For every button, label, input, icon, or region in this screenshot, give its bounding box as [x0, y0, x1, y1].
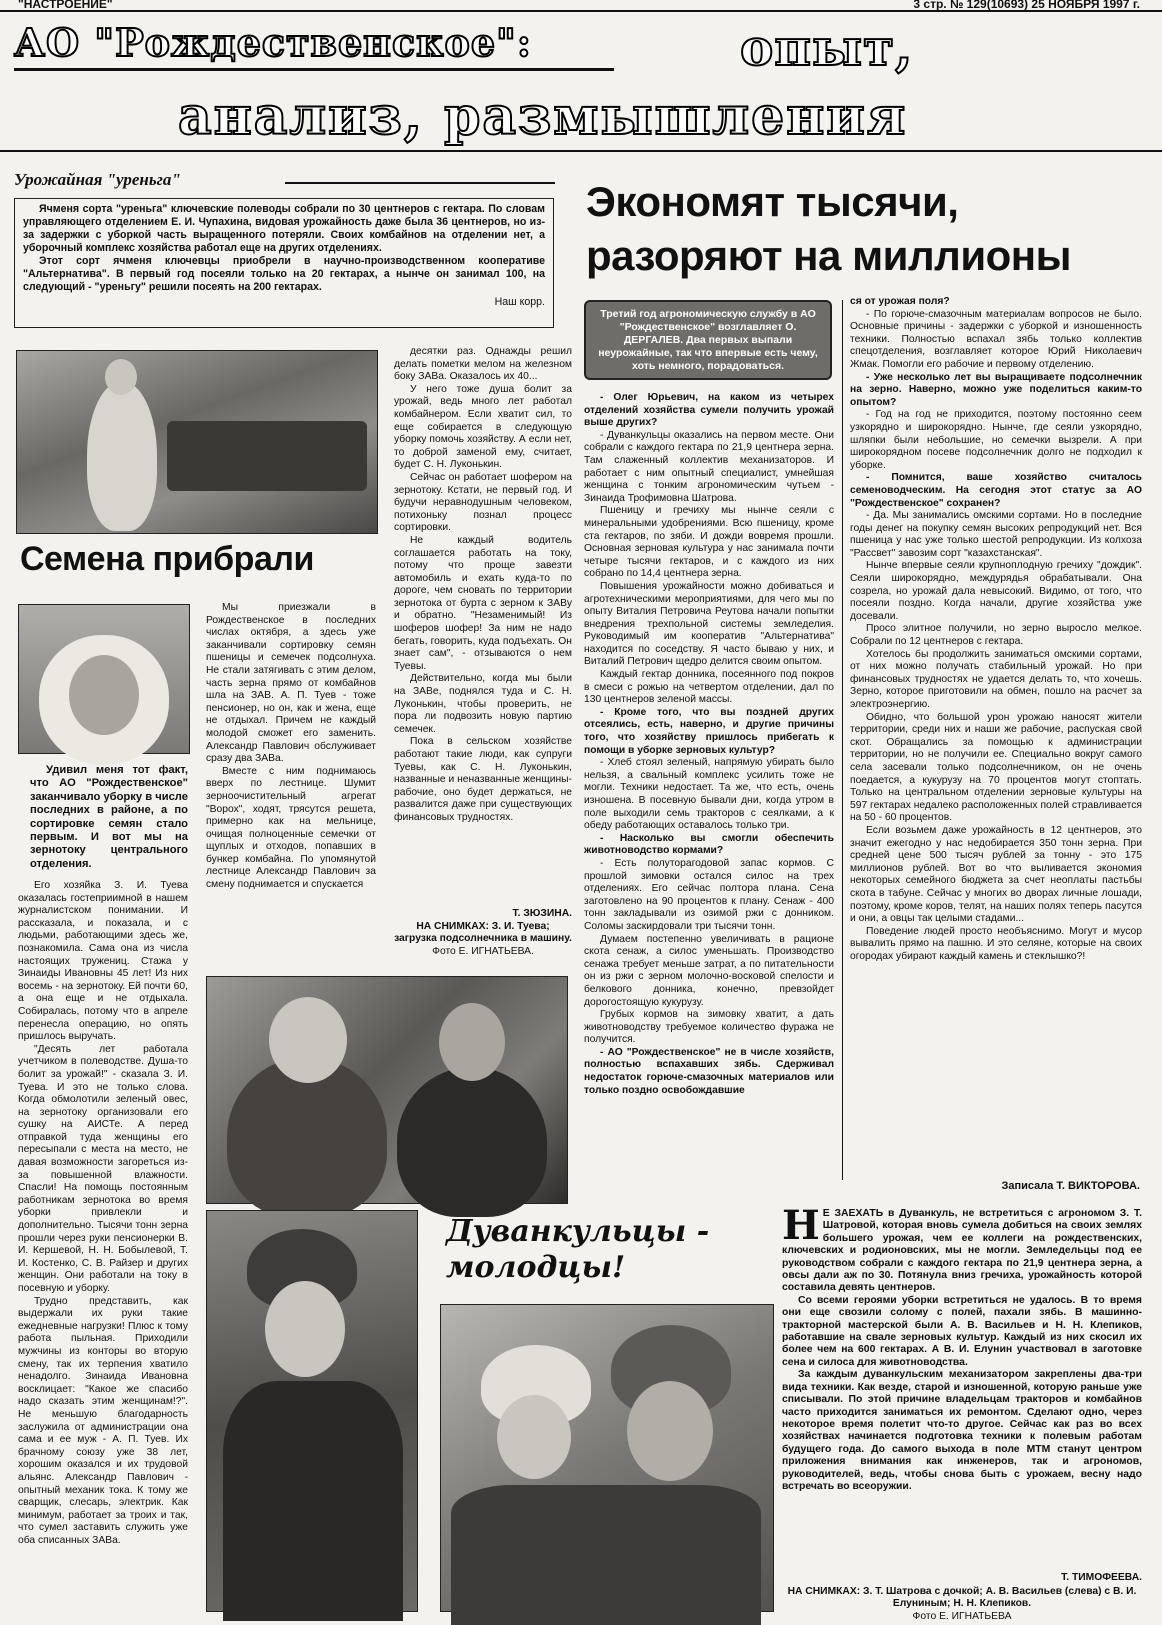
semena-column-a	[18, 880, 188, 1610]
interview-answer: - Год на год не приходится, поэтому постоянно сеем узкорядно и широкорядно. Нынче, где сеяли узкорядно, шляпки были небольшие, но семечки вызрели. А при широкорядном посеве подсолнечник долго не подходил к уборке.	[850, 409, 1142, 471]
photo-tueva	[18, 604, 190, 754]
uren-signature: Наш корр.	[494, 296, 545, 308]
uren-box	[14, 198, 554, 328]
duvan-paragraph: Со всеми героями уборки встретиться не удалось. В то время они еще свозили солому с полей, пахали зябь. В машинно-тракторной мастерской были А. В. Васильев и Н. Н. Клепиков, работавшие на свале зерновых культур. Каждый из них скосил их более чем на 600 гектарах. А В. И. Елунин участвовал в заготовке сена и силоса для животноводства.	[782, 1294, 1142, 1368]
duvan-title	[446, 1214, 709, 1286]
photo-face	[69, 655, 139, 735]
article-paragraph: "Десять лет работала учетчиком в полеводстве. Душа-то болит за урожай!" - сказала З. И. Туева. И это не только слова. Когда обмолотили зеленый овес, на зернотоку организовали его сушку на АИСТе. А перед отправкой туда женщины его пересыпали с места на место, не давая возможности загореться из-за повышенной влажности. Спасли! На помощь постоянным работникам зернотока во время уборки привлекли и дополнительно. Тысячи тонн зерна прошли через руки пенсионерки В. И. Кершевой, Н. Н. Бобылевой, Т. И. Костенко, С. В. Райзер и других женщин. Они работали на току в посевную и уборку.	[18, 1043, 188, 1294]
uren-paragraph: Ячменя сорта "уреньга" ключевские полеводы собрали по 30 центнеров с гектара. По словам управляющего отделением Е. И. Чупахина, видовая урожайность даже была 36 центнеров, но из-за задержки с уборкой часть выращенного потеряли. Своих комбайнов на отделении нет, а уборочный комплекс хозяйства работал еще на других отделениях.	[23, 203, 545, 254]
semena-title: Семена прибрали	[20, 540, 314, 578]
article-paragraph: У него тоже душа болит за урожай, ведь много лет работал комбайнером. Если хватит сил, то еще собирается в следующую уборку помочь хозяйству. А если нет, то доброй заменой ему, считает, будет С. Н. Луконькин.	[394, 383, 572, 471]
semena-column-b	[206, 602, 376, 962]
masthead-strip	[0, 0, 1162, 12]
section-name: "НАСТРОЕНИЕ"	[18, 0, 113, 11]
econ-column-1	[584, 392, 834, 1196]
econ-signature: Записала Т. ВИКТОРОВА.	[1001, 1180, 1140, 1192]
photo-klepikov	[206, 1210, 418, 1612]
interview-answer: Грубых кормов на зимовку хватит, а дать животноводству требуемое количество фуража не получится.	[584, 1009, 834, 1046]
interview-answer: - По горюче-смазочным материалам вопросов не было. Основные причины - задержки с уборкой и изношенность техники. Полностью вспахал зябь только коллектив спецотделения, возглавляет которое Юрий Николаевич Жмак. Помогли его рабочие и первому отделению.	[850, 308, 1142, 370]
semena-signature: Т. ЗЮЗИНА.	[512, 908, 572, 919]
photo-machine	[167, 421, 367, 491]
duvan-title-line1: Дуванкульцы -	[446, 1214, 710, 1249]
interview-answer: Хотелось бы продолжить заниматься омскими сортами, от них можно получать стабильный урожай. Но при финансовых трудностях не удается делать то, что хочешь. Зерно, которое приготовили на обмен, пошло на расчет за электроэнергию.	[850, 648, 1142, 710]
uren-paragraph: Этот сорт ячменя ключевцы приобрели в научно-производственном кооперативе "Альтернатива". В первый год посеяли только на 20 гектарах, а нынче он занимал 100, на следующий - "уреньгу" решили посеять на 200 гектарах.	[23, 255, 545, 293]
interview-answer: Просо элитное получили, но зерно выросло мелкое. Собрали по 12 центнеров с гектара.	[850, 623, 1142, 648]
headline-line1b: опыт,	[740, 18, 914, 77]
econ-title-2: разоряют на миллионы	[586, 232, 1072, 279]
photo-face	[627, 1381, 713, 1481]
uren-title-rule	[285, 182, 555, 184]
econ-column-2	[850, 296, 1142, 1174]
photo-mechanics	[206, 976, 568, 1204]
interview-question: - Кроме того, что вы поздней других отсеялись, есть, наверно, и другие причины того, что хозяйству пришлось прибегать к помощи в уборке зерновых культур?	[584, 706, 834, 756]
headline-bottom-rule	[0, 150, 1162, 152]
duvan-paragraph: За каждым дуванкульским механизатором закреплены два-три вида техники. Как везде, старой и изношенной, которую раньше уже списывали. По этой причине владельцам тракторов и комбайнов часто приходится заниматься их ремонтом. Сделают одно, через некоторое время полетит что-то другое. Сейчас как раз во всех хозяйствах начинается подготовка техники к полевым работам будущего года. До самого выхода в поле МТМ станут центром приложения внимания как инженеров, так и агрономов, руководителей, ведь, чтобы снова быть с урожаем, весну надо встречать во всеоружии.	[782, 1369, 1142, 1492]
article-paragraph: Трудно представить, как выдержали их руки такие ежедневные нагрузки! Плюс к тому работа пыльная. Приходили мужчины из конторы во вторую смену, так их терпения хватило ненадолго. Зинаида Ивановна восклицает: "Какое же спасибо надо сказать этим женщинам!?". Не меньшую благодарность заслужила от администрации она сама и ее муж - А. П. Туев. Их брачному союзу уже 38 лет, хорошим оказался и их трудовой альянс. Александр Павлович - опытный механик тока. К тому же сварщик, слесарь, электрик. Как минимум, работает за троих и так, что сумел заставить служить уже оба списанных ЗАВа.	[18, 1295, 188, 1546]
duvan-signature: Т. ТИМОФЕЕВА.	[1061, 1572, 1142, 1583]
duvan-dropcap: Н	[782, 1202, 820, 1249]
column-divider	[842, 300, 843, 1180]
interview-question: - Олег Юрьевич, на каком из четырех отделений хозяйства сумели получить урожай выше других?	[584, 392, 834, 429]
interview-question: - АО "Рождественское" не в числе хозяйств, полностью вспахавших зябь. Сдерживал недостаток горюче-смазочных материалов или только поздно освобождавшие	[584, 1046, 834, 1096]
article-paragraph: десятки раз. Однажды решил делать пометки мелом на железном боку ЗАВа. Оказалось их 40...	[394, 346, 572, 383]
article-paragraph: Пока в сельском хозяйстве работают такие люди, как супруги Туевы, как С. Н. Луконькин, названные и неназванные женщины-рабочие, оно будет держаться, не развалится даже при существующих финансовых трудностях.	[394, 736, 572, 823]
interview-answer: Пшеницу и гречиху мы нынче сеяли с минеральными удобрениями. Всю пшеницу, кроме ста гектаров, по зяби. И дожди вовремя прошли. Основная зерновая культура у нас занимала почти четыре тысячи гектаров, и с каждого из них собрано по 14,4 центнера зерна.	[584, 505, 834, 580]
interview-answer: Поведение людей просто необъяснимо. Могут и мусор вывалить прямо на пашню. И это селяне, которые на своих огородах убирают каждый камень и стеклышко?!	[850, 925, 1142, 962]
photo-face	[269, 997, 347, 1083]
duvan-paragraph: Е ЗАЕХАТЬ в Дуванкуль, не встретиться с агрономом З. Т. Шатровой, которая вновь сумела добиться на своих землях большего урожая, чем ее коллеги на рождественских, ключевских и родионовских, мы не могли. Земледельцы под ее руководством собрали с каждого гектара по 21,9 центнера зерна, а овсы дали аж по 30. Потянула вниз гречиха, урожайность которой составила девять центнеров.	[782, 1208, 1142, 1294]
interview-answer: Повышения урожайности можно добиваться и агротехническими мероприятиями, для чего мы по опыту Виталия Петровича Реутова начали попытки внедрения трехпольной системы земледелия. Руководимый им кооператив "Альтернатива" находится по соседству. Я часто бываю у них, и Виталий Петрович щедро делится своим опытом.	[584, 580, 834, 668]
headline-rule	[14, 68, 614, 71]
interview-answer: Каждый гектар донника, посеянного под покров в смеси с рожью на четвертом отделении, дал по 130 центнеров зеленой массы.	[584, 669, 834, 706]
interview-answer: - Дуванкульцы оказались на первом месте. Они собрали с каждого гектара по 21,9 центнера зерна. Там слаженный коллектив механизаторов. И работает с ним опытный специалист, умнейшая женщина с тонким агрономическим чутьем - Зинаида Трофимовна Шатрова.	[584, 429, 834, 504]
interview-answer: Если возьмем даже урожайность в 12 центнеров, это значит ежегодно у нас недобирается 350 тонн зерна. При средней цене 500 тысяч рублей за тонну - это 175 миллионов рублей. Вот во что выливается экономия некоторых семейного бюджета за счет неоплаты пастьбы скота в табуне. Сейчас у многих во дворах личные лошади, поэтому, кроме коров, телят, на наших полях теперь пасутся и они, а овцы так целыми стадами...	[850, 824, 1142, 925]
interview-question: - Насколько вы смогли обеспечить животноводство кормами?	[584, 832, 834, 857]
interview-question: ся от урожая поля?	[850, 296, 950, 307]
semena-intro-text: Удивил меня тот факт, что АО "Рождественское" заканчивало уборку в числе последних в районе, а по сортировке семян стало первым. И вот мы на зернотоку центрального отделения.	[30, 764, 188, 870]
photo-shatrova-daughter	[440, 1304, 774, 1612]
semena-photo-credit: Фото Е. ИГНАТЬЕВА.	[432, 945, 534, 957]
duvan-text	[782, 1202, 1142, 1570]
photo-face	[265, 1281, 345, 1377]
article-paragraph: Его хозяйка З. И. Туева оказалась гостеприимной в нашем журналистском понимании. И рассказала, и показала, и с людьми, работающими здесь же, познакомила. Сама она из числа настоящих тружениц. Стажа у Зинаиды Ивановны 45 лет! Из них восемь - на зернотоку. Ей почти 60, а она еще и не отдыхала. Собиралась, потому что в апреле перенесла операцию, но опять пришлось выручать.	[18, 880, 188, 1043]
article-paragraph: Действительно, когда мы были на ЗАВе, поднялся туда и С. Н. Луконькин, чтобы проверить, не пора ли подвозить новую партию семечек.	[394, 673, 572, 735]
semena-column-c	[394, 346, 572, 906]
photo-face	[105, 359, 137, 395]
interview-answer: Нынче впервые сеяли крупноплодную гречиху "дождик". Сеяли широкорядно, междурядья обрабатывали. Она созрела, но урожай дала невысокий. Видимо, от того, что посеяли поздно. Когда начали, другие хозяйства уже досевали.	[850, 560, 1142, 622]
interview-answer: Обидно, что большой урон урожаю наносят жители территории, среди них и наши же рабочие, распуская свой скот. Обращались за помощью к администрации территории, но не получили ее. Специально вокруг самого села засевали только подсолнечником, он не очень поедается, а кукурузу на 70 процентов могут стоптать. Только на центральном отделении зерновые культуры на 597 гектарах недалеко расположенных полей стравливается на 50 - 60 процентов.	[850, 711, 1142, 824]
photo-figure	[223, 1381, 403, 1621]
duvan-caption: НА СНИМКАХ: З. Т. Шатрова с дочкой; А. В. Васильев (слева) с В. И. Елуниным; Н. Н. Клепиков.	[787, 1585, 1137, 1610]
duvan-credits	[782, 1572, 1142, 1622]
issue-info: 3 стр. № 129(10693) 25 НОЯБРЯ 1997 г.	[913, 0, 1140, 11]
article-paragraph: Мы приезжали в Рождественское в последних числах октября, а здесь уже заканчивали сортировку семян пшеницы и семечек подсолнуха. Не стали затягивать с этим делом, часть зерна прямо от комбайнов шла на ЗАВ. А. П. Туев - тоже пенсионер, но он, как и жена, еще не отдыхал. Причем не каждый молодой сможет его заменить. Александр Павлович обслуживает сразу два ЗАВа.	[206, 602, 376, 765]
headline-line1a: АО "Рождественское":	[14, 20, 532, 65]
duvan-photo-credit: Фото Е. ИГНАТЬЕВА	[912, 1610, 1012, 1622]
econ-title-1: Экономят тысячи,	[586, 178, 959, 225]
interview-question: - Помнится, ваше хозяйство считалось семеноводческим. На сегодня этот статус за АО "Рождественское" сохранен?	[850, 472, 1142, 509]
photo-figure	[397, 1067, 547, 1217]
semena-caption: НА СНИМКАХ: З. И. Туева; загрузка подсолнечника в машину.	[394, 920, 572, 945]
photo-grain-loading	[16, 350, 378, 534]
article-paragraph: Вместе с ним поднимаюсь вверх по лестнице. Шумит зерноочистительный агрегат "Ворох", ходят, трясутся решета, примерно как на мельнице, очищая полноценные семечки от щуплых и отходов, попавших в бункер комбайна. По упомянутой лестнице Александр Павлович за смену поднимается и спускается	[206, 765, 376, 891]
semena-intro	[30, 764, 188, 876]
semena-credits	[394, 908, 572, 970]
photo-figure	[451, 1485, 761, 1625]
interview-answer: - Да. Мы занимались омскими сортами. Но в последние годы денег на покупку семян высоких репродукций нет. Вся пшеница у нас уже только шестой репродукции. Из колхоза "Рассвет" завозим сорт "казахстанская".	[850, 510, 1142, 559]
photo-face	[439, 1003, 505, 1081]
photo-figure	[87, 381, 157, 531]
photo-face	[497, 1395, 571, 1479]
duvan-title-line2: молодцы!	[446, 1250, 626, 1285]
econ-lead-box: Третий год агрономическую службу в АО "Рождественское" возглавляет О. ДЕРГАЛЕВ. Два первых выпали неурожайные, так что впервые есть чему, хоть немного, порадоваться.	[584, 300, 832, 380]
interview-answer: - Хлеб стоял зеленый, напрямую убирать было нельзя, а свальный комплекс усилить тоже не могли. Техники недостает. Та же, что есть, очень изношена. В посевную бывали дни, когда утром в поле выходили семь тракторов с сеялками, а к обеду работающих оставалось только три.	[584, 757, 834, 832]
interview-answer: - Есть полуторагодовой запас кормов. С прошлой зимовки остался силос на трех отделениях. Его сейчас полтора плана. Сена заготовлено на 90 процентов к плану. Сенаж - 400 тонн закладывали из озимой ржи с донником. Соломы заскирдовали три тысячи тонн.	[584, 857, 834, 932]
article-paragraph: Сейчас он работает шофером на зернотоку. Кстати, не первый год. И будучи неравнодушным человеком, потихоньку познал процесс сортировки.	[394, 471, 572, 534]
interview-question: - Уже несколько лет вы выращиваете подсолнечник на зерно. Наверно, можно уже поделиться каким-то опытом?	[850, 371, 1142, 408]
interview-answer: Думаем постепенно увеличивать в рационе скота сенаж, а силос уменьшать. Производство сенажа требует меньше затрат, а по питательности он из ржи с зерном молочно-восковой спелости и белкового донника, конечно, превзойдет дорогостоящую кукурузу.	[584, 933, 834, 1008]
headline-line2: анализ, размышления	[178, 86, 908, 147]
uren-title: Урожайная "уреньга"	[14, 170, 181, 189]
article-paragraph: Не каждый водитель соглашается работать на току, потому что проще завезти автомобиль и ехать куда-то по дороге, чем сновать по территории зернотока от бурта с зерном к ЗАВу и обратно. "Незаменимый! Из шоферов шофер! За ним не надо бегать, говорить, куда подъехать. Он знает сам", - отзываются о нем Туевы.	[394, 534, 572, 672]
